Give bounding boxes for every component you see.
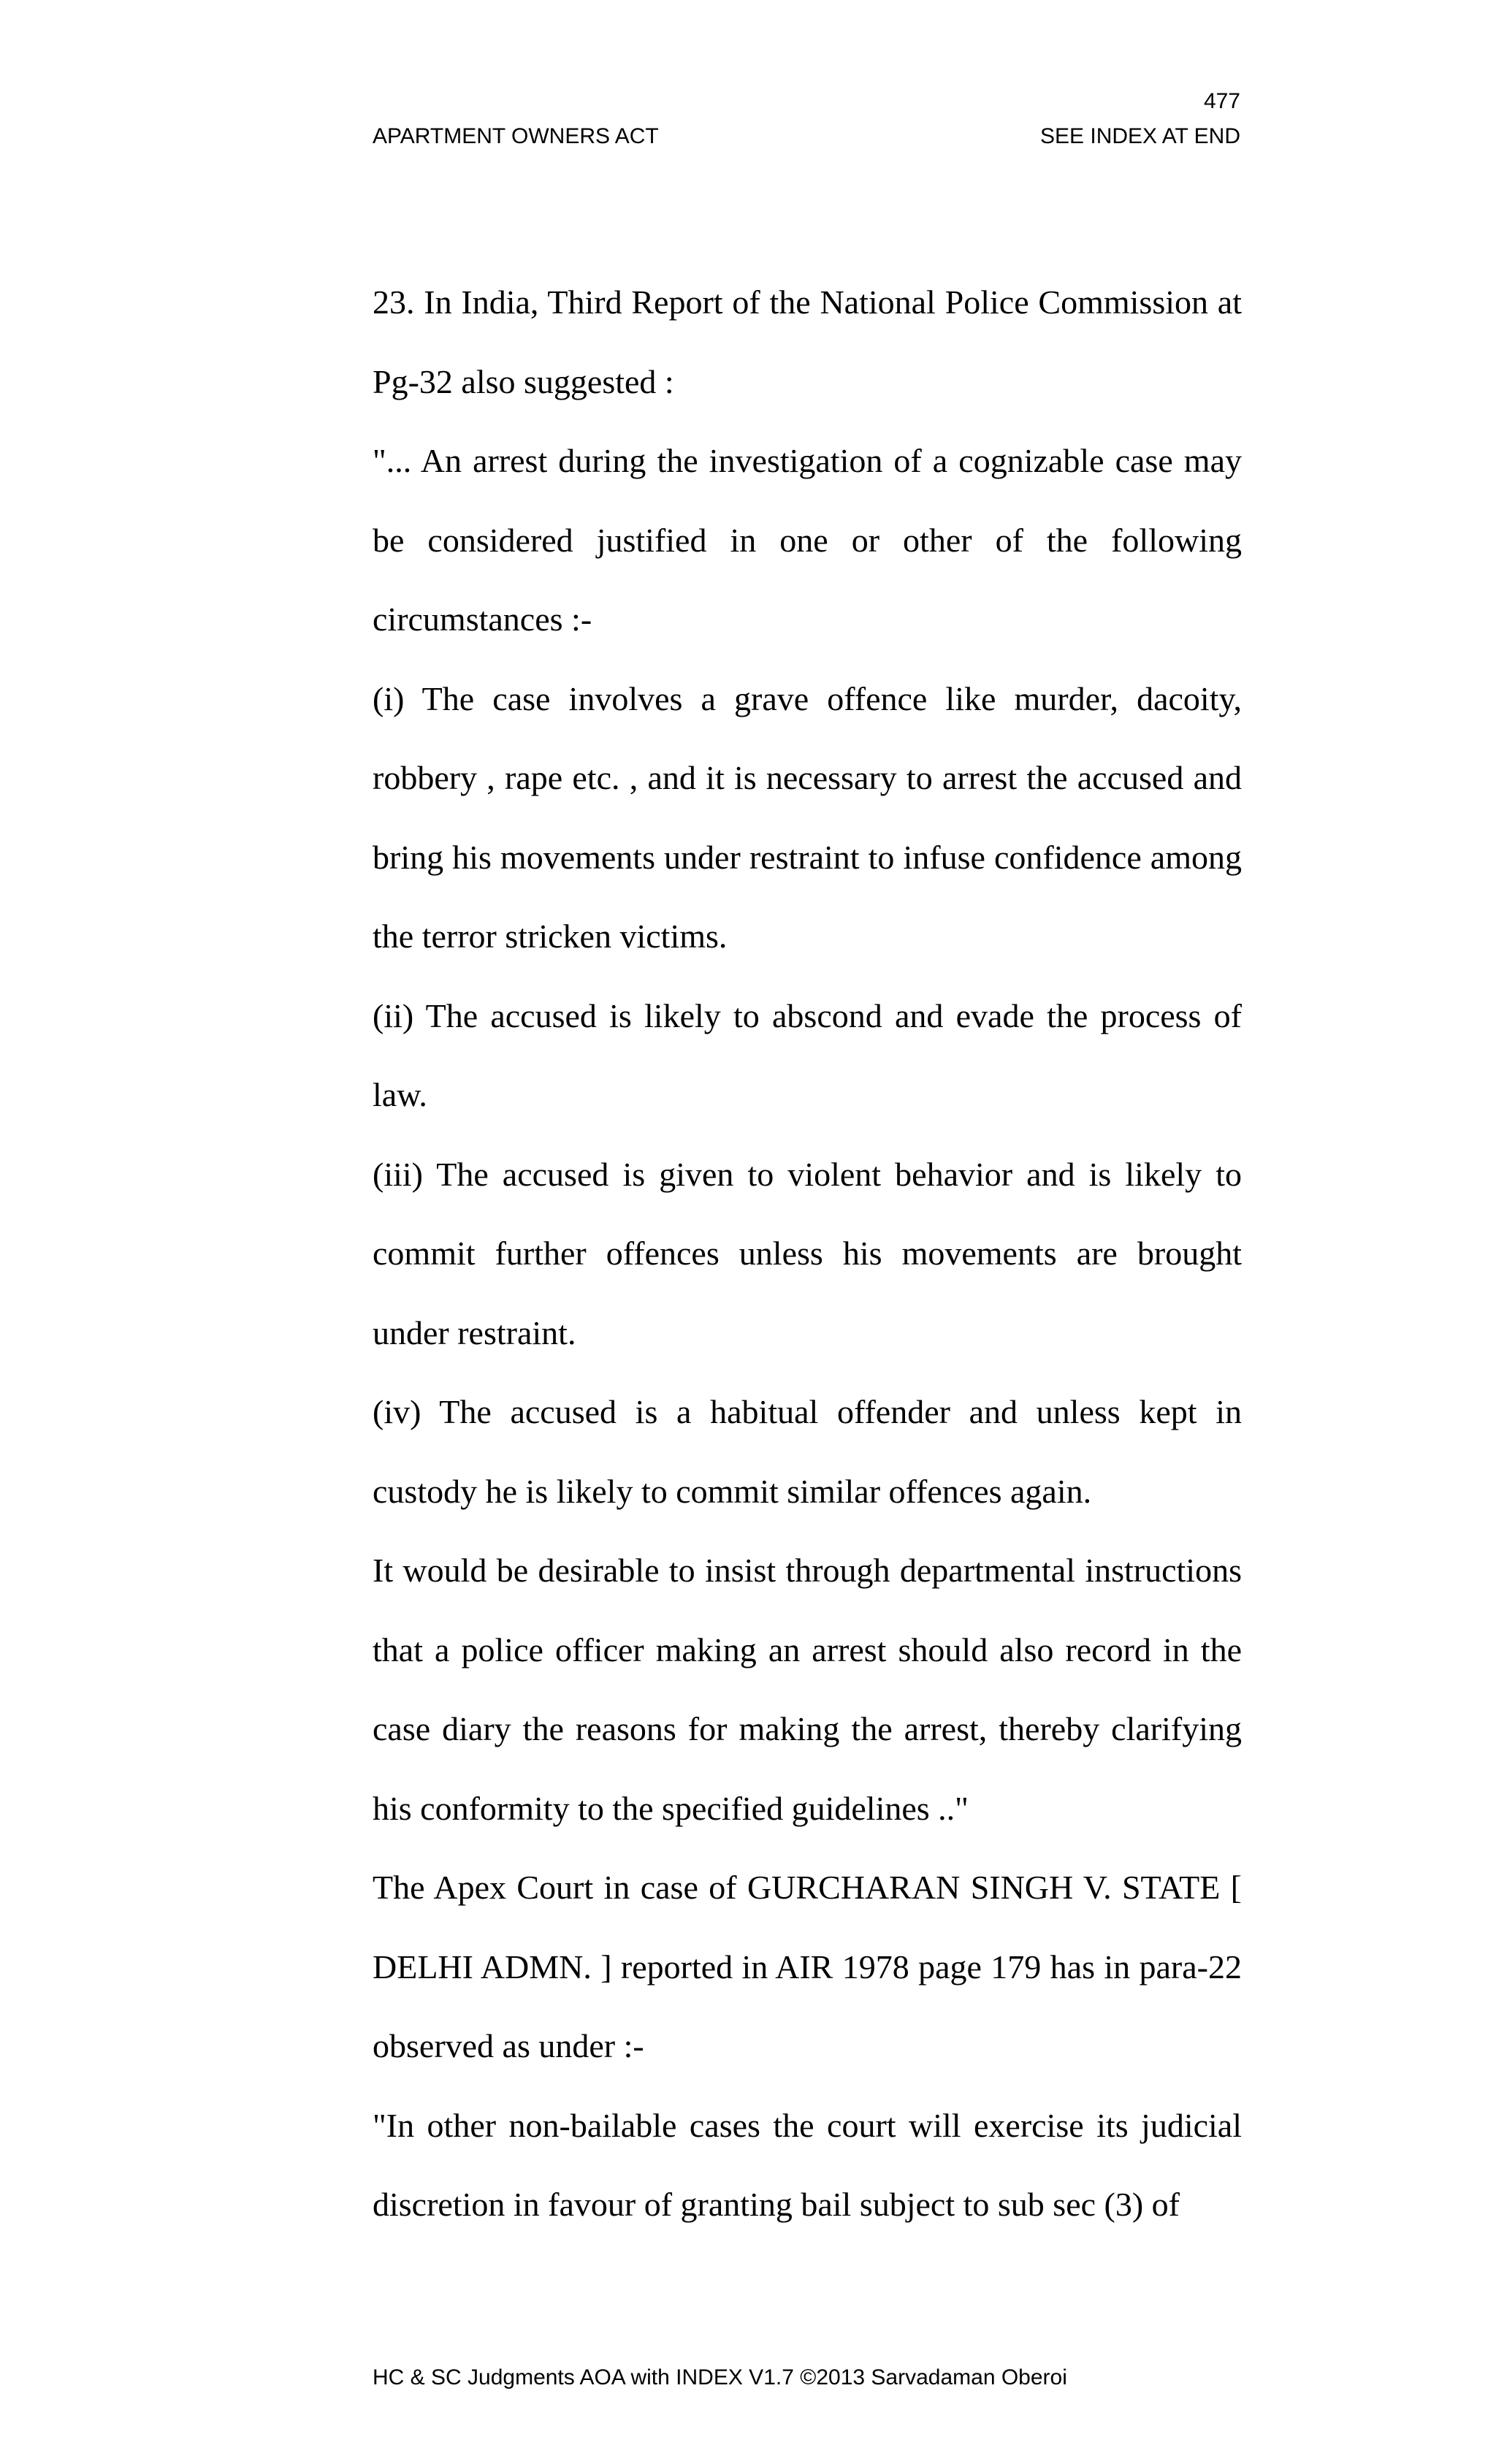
body-text bbox=[373, 263, 1242, 2245]
running-header-right: SEE INDEX AT END bbox=[1040, 124, 1240, 148]
paragraph: "In other non-bailable cases the court will exercise its judicial discretion in favour of granting bail subject to sub sec (3) of bbox=[373, 2106, 1242, 2223]
paragraph: The Apex Court in case of GURCHARAN SINGH V. STATE [ DELHI ADMN. ] reported in AIR 1978 page 179 has in para-22 observed as under :- bbox=[373, 1869, 1242, 2064]
page-footer: HC & SC Judgments AOA with INDEX V1.7 ©2013 Sarvadaman Oberoi bbox=[373, 2365, 1067, 2389]
paragraph: (iv) The accused is a habitual offender and unless kept in custody he is likely to commit similar offences again. bbox=[373, 1393, 1242, 1510]
paragraph: (i) The case involves a grave offence like murder, dacoity, robbery , rape etc. , and it is necessary to arrest the accused and bring his movements under restraint to infuse confidence among the terror stricken victims. bbox=[373, 679, 1242, 955]
paragraph: It would be desirable to insist through departmental instructions that a police officer making an arrest should also record in the case diary the reasons for making the arrest, thereby clarifying his conformity to the specified guidelines .." bbox=[373, 1552, 1242, 1827]
page-number: 477 bbox=[1203, 89, 1240, 113]
paragraph: "... An arrest during the investigation of a cognizable case may be considered justified in one or other of the following circumstances :- bbox=[373, 442, 1242, 638]
paragraph: 23. In India, Third Report of the National Police Commission at Pg-32 also suggested : bbox=[373, 283, 1242, 400]
running-header-left: APARTMENT OWNERS ACT bbox=[373, 124, 659, 148]
paragraph: (iii) The accused is given to violent behavior and is likely to commit further offences unless his movements are brought under restraint. bbox=[373, 1155, 1242, 1351]
paragraph: (ii) The accused is likely to abscond and evade the process of law. bbox=[373, 996, 1242, 1113]
